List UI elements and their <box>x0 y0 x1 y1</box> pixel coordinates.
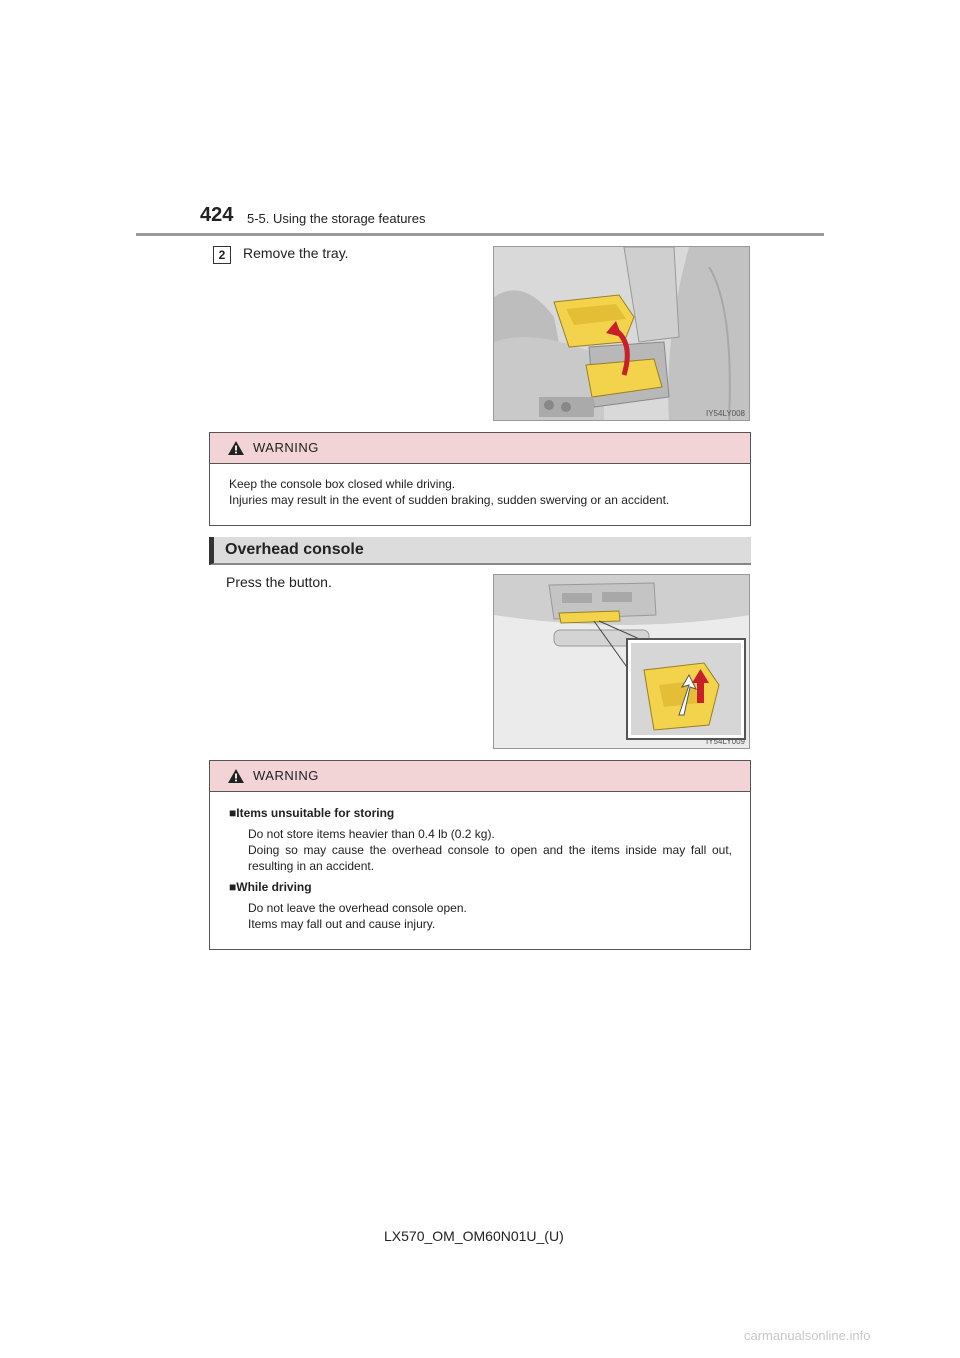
warning-label: WARNING <box>253 768 319 783</box>
warning-text: Injuries may result in the event of sudden braking, sudden swerving or an accident. <box>229 493 670 507</box>
page-number: 424 <box>200 204 234 226</box>
warning-text: Do not leave the overhead console open. <box>248 901 467 915</box>
warning-body <box>210 792 750 946</box>
step-number-badge: 2 <box>213 246 231 264</box>
section-heading-text: Overhead console <box>225 541 364 558</box>
header-rule <box>136 233 824 236</box>
section-title: 5-5. Using the storage features <box>247 211 426 226</box>
step-instruction: Remove the tray. <box>243 245 349 261</box>
warning-text: Items may fall out and cause injury. <box>248 917 436 931</box>
warning-box <box>209 432 751 526</box>
section-heading <box>209 537 751 565</box>
warning-triangle-icon <box>227 768 245 784</box>
illustration-code: IY54LY008 <box>706 409 745 418</box>
warning-box <box>209 760 751 950</box>
warning-header <box>210 761 750 792</box>
document-code-footer: LX570_OM_OM60N01U_(U) <box>384 1228 564 1244</box>
overhead-console-illustration <box>493 574 750 749</box>
console-tray-illustration <box>493 246 750 421</box>
warning-text: Doing so may cause the overhead console to open and the items inside may fall out, resulting in an accident. <box>248 843 732 873</box>
overhead-console-instruction: Press the button. <box>226 574 332 590</box>
illustration-code: IY54LY009 <box>706 737 745 746</box>
warning-header <box>210 433 750 464</box>
watermark: carmanualsonline.info <box>744 1328 871 1343</box>
warning-body <box>210 464 750 522</box>
warning-text: Do not store items heavier than 0.4 lb (0.2 kg). <box>248 827 495 841</box>
warning-triangle-icon <box>227 440 245 456</box>
warning-label: WARNING <box>253 440 319 455</box>
bullet-heading: ■While driving <box>229 880 312 894</box>
warning-text: Keep the console box closed while driving. <box>229 477 456 491</box>
bullet-heading: ■Items unsuitable for storing <box>229 806 395 820</box>
